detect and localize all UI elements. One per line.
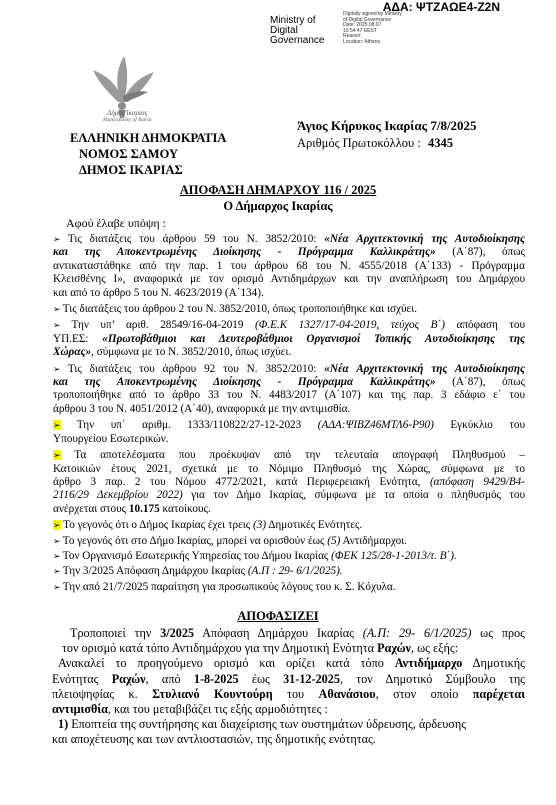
- text-run: Αντιδήμαρχο: [394, 656, 463, 671]
- arrow-bullet-icon: ➢: [53, 550, 63, 561]
- consideration-item: [53, 419, 525, 432]
- place-date: Άγιος Κήρυκος Ικαρίας 7/8/2025: [297, 118, 477, 133]
- text-run: Ραχών: [377, 641, 411, 656]
- text-line: [52, 656, 525, 671]
- consideration-item: [53, 233, 525, 246]
- logo-caption: [103, 110, 152, 124]
- text-line: [52, 672, 525, 687]
- text-run: , από: [145, 671, 194, 686]
- text-line: [53, 333, 525, 346]
- text-run: Αντιδήμαρχοι.: [340, 534, 407, 547]
- text-run: 1-8-2025: [193, 671, 239, 686]
- arrow-bullet-icon: ➢: [53, 304, 63, 315]
- text-run: τον ορισμό κατά τόπο Αντιδημάρχου για την Δημοτική Ενότητα: [62, 641, 378, 656]
- protocol-label: Αριθμός Πρωτοκόλλου :: [297, 136, 421, 150]
- text-run: Την υπ’ αριθ. 28549/16-04-2019: [71, 319, 256, 332]
- text-run: 10.175: [128, 502, 160, 515]
- text-run: Την από 21/7/2025 παραίτηση για προσωπικούς λόγους του κ. Σ. Κόχυλα.: [62, 580, 396, 593]
- signature-stamp-line: of Digital Governance: [343, 16, 392, 23]
- text-run: του: [272, 686, 319, 701]
- header-country: ΕΛΛΗΝΙΚΗ ΔΗΜΟΚΡΑΤΙΑ: [70, 131, 227, 145]
- arrow-bullet-icon: ➢: [53, 566, 63, 577]
- text-line: [52, 717, 525, 732]
- signature-stamp-line: Location: Athens: [343, 38, 380, 45]
- text-line: Κατοικιών έτους 2021, σχετικά με το Νόμιμο Πληθυσμό της Χώρας, σύμφωνα με το: [53, 462, 525, 475]
- text-run: και της Αποκεντρωμένης Διοίκησης - Πρόγραμμα Καλλικράτης»: [53, 246, 436, 259]
- text-line: [53, 346, 525, 359]
- text-run: Τις διατάξεις του άρθρου 59 του Ν. 3852/2010:: [67, 233, 325, 245]
- text-run: για τον Δήμο Ικαρίας, σύμφωνα με τα οποία ο πληθυσμός του: [182, 489, 526, 502]
- consideration-item: [53, 449, 525, 462]
- arrow-bullet-icon: ➢: [53, 535, 63, 546]
- arrow-bullet-icon: ➢: [53, 520, 61, 531]
- consideration-item: [53, 363, 525, 376]
- text-run: Δημοτικές Ενότητες.: [266, 519, 363, 532]
- text-run: κατοίκους.: [159, 502, 211, 515]
- ada-code: ΑΔΑ: ΨΤΖΑΩΕ4-Z2N: [382, 0, 500, 14]
- protocol-line: [297, 136, 453, 151]
- signature-org-line: Governance: [270, 35, 325, 46]
- text-line: τροποποιήθηκε από το άρθρο 33 του Ν. 4483/2017 (Α΄107) και της παρ. 3 εδάφιο ε΄ του: [53, 389, 525, 402]
- text-line: [53, 503, 525, 516]
- text-run: ανέρχεται στους: [53, 502, 129, 515]
- consideration-item: [53, 550, 525, 563]
- text-line: [53, 246, 525, 259]
- signature-stamp-line: 10:54:47 EEST: [343, 27, 377, 34]
- decides-heading: ΑΠΟΦΑΣΙΖΕΙ: [237, 609, 319, 623]
- text-line: [53, 476, 525, 489]
- text-run: «Πρωτοβάθμιοι και Δευτεροβάθμιοι Οργανισμοί Τοπικής Αυτοδιοίκησης της: [102, 332, 525, 345]
- text-run: , τον Δημοτικό Σύμβουλο της: [339, 671, 526, 686]
- text-line: [53, 489, 525, 502]
- text-run: Τροποποιεί την: [70, 626, 161, 640]
- text-run: Τα αποτελέσματα που προέκυψαν από την τελευταία απογραφή Πληθυσμού –: [74, 449, 525, 462]
- text-run: Δημοτικής: [462, 656, 526, 671]
- text-run: παρέχεται: [472, 686, 525, 701]
- text-run: (Α΄87), όπως: [435, 376, 525, 389]
- text-run: Ραχών: [111, 671, 146, 686]
- protocol-number: 4345: [427, 136, 453, 150]
- text-run: ως προς: [471, 626, 525, 640]
- text-run: απόφαση του: [444, 319, 526, 332]
- text-line: [52, 626, 525, 641]
- header-municipality: ΔΗΜΟΣ ΙΚΑΡΙΑΣ: [79, 163, 183, 177]
- decision-body: [52, 626, 525, 748]
- decision-title: ΑΠΟΦΑΣΗ ΔΗΜΑΡΧΟΥ 116 / 2025: [179, 183, 377, 197]
- text-run: Το γεγονός ότι στο Δήμο Ικαρίας, μπορεί να ορισθούν έως: [62, 534, 328, 547]
- text-line: [52, 702, 525, 717]
- text-run: Αθανάσιου: [318, 686, 376, 701]
- text-run: (απόφαση 9429/Β4-: [429, 475, 526, 488]
- text-run: και της Αποκεντρωμένης Διοίκησης - Πρόγραμμα Καλλικράτης»: [53, 376, 436, 389]
- logo-caption-line: Municipality of Ikaria: [103, 117, 152, 123]
- consideration-item: [53, 319, 525, 332]
- signature-stamp-line: Digitally signed by Ministry: [343, 11, 402, 17]
- text-run: 1): [58, 717, 69, 732]
- text-run: πλειοψηφίας κ.: [52, 686, 153, 701]
- text-run: 31-12-2025: [283, 671, 340, 686]
- arrow-bullet-icon: ➢: [53, 320, 72, 331]
- text-run: ΥΠ.ΕΣ:: [53, 332, 103, 345]
- consideration-item: [53, 535, 525, 548]
- text-run: άρθρο 3 παρ. 2 του Νόμου 4772/2021, κατά Περιφερειακή Ενότητα,: [53, 475, 430, 488]
- logo-caption-line: Δήμος Ικαρίας: [107, 109, 148, 117]
- text-run: Τις διατάξεις του άρθρου 92 του Ν. 3852/2010:: [67, 362, 325, 375]
- text-run: Τις διατάξεις του άρθρου 2 του Ν. 3852/2010, όπως τροποποιήθηκε και ισχύει.: [62, 303, 418, 316]
- text-line: άρθρου 3 του Ν. 4051/2012 (Α΄40), αναφορικά με την αντιμισθία.: [53, 402, 351, 415]
- text-line: Κλεισθένης Ι», αναφορικά με τον ορισμό Αντιδημάρχων και την αναπλήρωση του Δημάρχου: [53, 273, 525, 286]
- signature-stamp: [343, 12, 402, 45]
- text-run: Την 3/2025 Απόφαση Δημάρχου Ικαρίας: [62, 565, 248, 578]
- text-run: (ΑΔΑ:ΨΙΒΖ46ΜΤΛ6-Ρ90): [317, 419, 434, 432]
- signature-org-line: Ministry of: [270, 15, 316, 26]
- text-run: έως: [238, 671, 284, 686]
- text-line: Υπουργείου Εσωτερικών.: [53, 432, 169, 445]
- decision-subtitle: Ο Δήμαρχος Ικαρίας: [223, 199, 333, 213]
- text-run: Χώρας»: [53, 346, 92, 359]
- text-run: «Νέα Αρχιτεκτονική της Αυτοδιοίκησης: [324, 362, 525, 375]
- arrow-bullet-icon: ➢: [53, 234, 68, 244]
- text-run: (3): [253, 519, 267, 532]
- consideration-item: [53, 519, 525, 532]
- text-line: [53, 376, 525, 389]
- text-run: Εποπτεία της συντήρησης και διαχείρισης των συστημάτων ύδρευσης, άρδευσης: [68, 717, 467, 732]
- text-run: αντιμισθία: [52, 702, 108, 717]
- text-run: 3/2025: [160, 626, 195, 640]
- text-run: (Α.Π : 29- 6/1/2025).: [247, 565, 343, 578]
- text-line: [52, 687, 525, 702]
- text-run: (ΦΕΚ 125/28-1-2013/τ. Β΄).: [331, 549, 457, 562]
- text-run: Την υπ΄ αριθμ. 1333/110822/27-12-2023: [76, 419, 318, 432]
- text-run: , στον οποίο: [375, 686, 473, 701]
- signature-stamp-line: Date: 2025.08.07: [343, 22, 382, 28]
- text-run: 2116/29 Δεκεμβρίου 2022): [53, 489, 183, 502]
- text-line: [52, 641, 525, 656]
- text-run: Εγκύκλιο του: [433, 419, 525, 432]
- text-run: (5): [327, 534, 341, 547]
- arrow-bullet-icon: ➢: [53, 420, 61, 431]
- text-run: , σύμφωνα με το Ν. 3852/2010, όπως ισχύει.: [91, 346, 292, 359]
- arrow-bullet-icon: ➢: [53, 363, 68, 374]
- text-line: και από το άρθρο 5 του Ν. 4623/2019 (Α΄134).: [53, 286, 264, 299]
- text-run: Το γεγονός ότι ο Δήμος Ικαρίας έχει τρεις: [63, 519, 253, 532]
- text-run: Τον Οργανισμό Εσωτερικής Υπηρεσίας του Δήμου Ικαρίας: [62, 549, 332, 562]
- arrow-bullet-icon: ➢: [53, 450, 61, 461]
- text-run: (Α΄87), όπως: [435, 246, 525, 259]
- text-run: «Νέα Αρχιτεκτονική της Αυτοδιοίκησης: [324, 233, 525, 245]
- text-run: Ανακαλεί το προηγούμενο ορισμό και ορίζει κατά τόπο: [58, 656, 395, 671]
- text-line: αντικαταστάθηκε από την παρ. 1 του άρθρου 68 του Ν. 4555/2018 (Α΄133) - Πρόγραμμα: [53, 259, 525, 272]
- text-run: , και του μεταβιβάζει τις εξής αρμοδιότητες :: [107, 702, 328, 717]
- text-run: Απόφαση Δημάρχου Ικαρίας: [194, 626, 363, 640]
- text-run: (Φ.Ε.Κ 1327/17-04-2019, τεύχος Β΄): [255, 319, 445, 332]
- arrow-bullet-icon: ➢: [53, 581, 63, 592]
- header-prefecture: ΝΟΜΟΣ ΣΑΜΟΥ: [79, 147, 178, 161]
- text-run: , ως εξής:: [411, 641, 459, 656]
- intro-text: Αφού έλαβε υπόψη :: [66, 216, 166, 230]
- signature-org-line: Digital: [270, 25, 298, 36]
- considerations-list: [53, 233, 525, 594]
- signature-stamp-line: Reason:: [343, 33, 362, 39]
- consideration-item: [53, 581, 525, 594]
- consideration-item: [53, 303, 525, 316]
- text-run: Ενότητας: [52, 671, 112, 686]
- text-run: Στυλιανό Κουντούρη: [152, 686, 273, 701]
- text-line: και αποχέτευσης και των αντλιοστασιών, της δημοτικής ενότητας.: [52, 732, 376, 747]
- signature-org: [270, 16, 324, 46]
- text-run: (Α.Π: 29- 6/1/2025): [362, 626, 472, 640]
- consideration-item: [53, 565, 525, 578]
